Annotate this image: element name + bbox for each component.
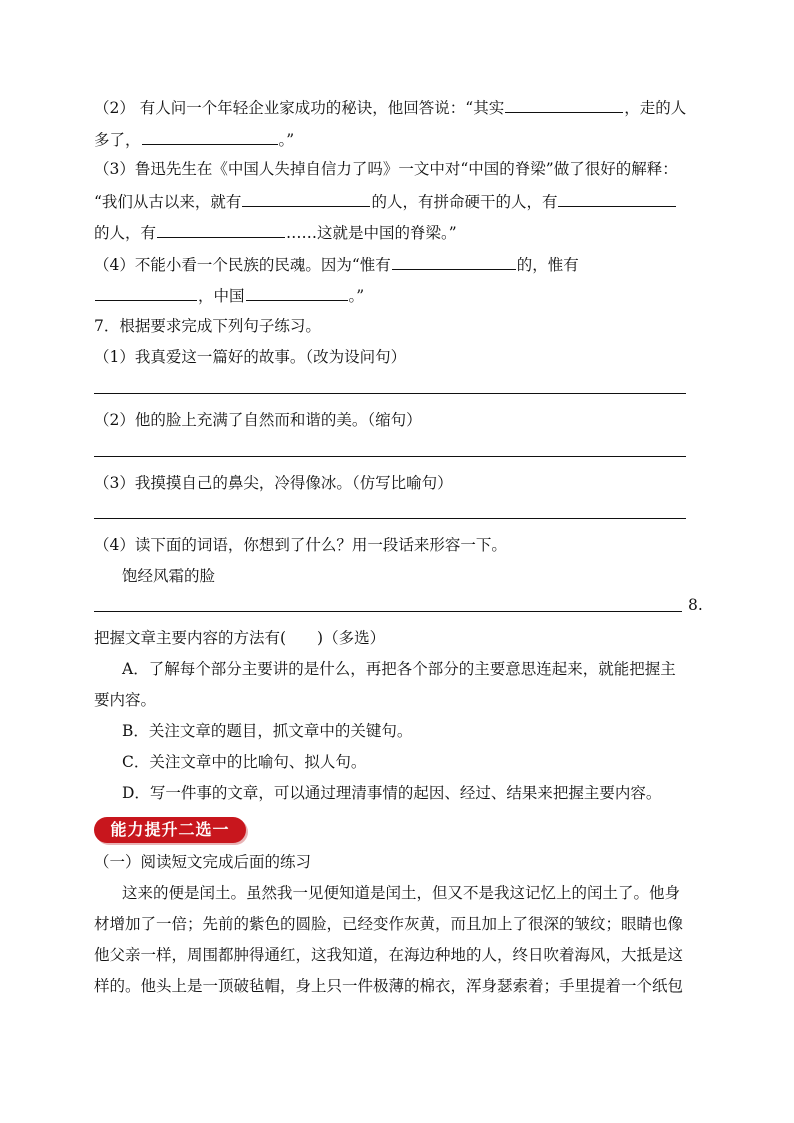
- passage-line-4: 样的。他头上是一顶破毡帽，身上只一件极薄的棉衣，浑身瑟索着；手里提着一个纸包: [94, 977, 684, 995]
- answer-blank[interactable]: [242, 190, 370, 207]
- q6-4-line1: （4）不能小看一个民族的民魂。因为“惟有 的，惟有: [94, 253, 579, 276]
- section-heading: （一）阅读短文完成后面的练习: [94, 853, 312, 871]
- q6-2-line1: （2） 有人问一个年轻企业家成功的秘诀，他回答说：“其实 ，走的人: [94, 96, 686, 119]
- answer-line-2[interactable]: [94, 456, 686, 457]
- q8-option-a-cont: 要内容。: [94, 691, 157, 709]
- q6-3-line3: 的人，有 ……这就是中国的脊梁。”: [94, 221, 457, 244]
- q6-3-line2: “我们从古以来，就有 的人，有拼命硬干的人，有: [94, 190, 677, 213]
- section-badge: 能力提升二选一: [94, 817, 246, 843]
- q6-4-line2: ，中国 。”: [94, 284, 364, 307]
- passage-line-2: 材增加了一倍；先前的紫色的圆脸，已经变作灰黄，而且加上了很深的皱纹；眼睛也像: [94, 915, 684, 933]
- q6-3-line1: （3）鲁迅先生在《中国人失掉自信力了吗》一文中对“中国的脊梁”做了很好的解释：: [94, 160, 678, 178]
- answer-blank[interactable]: [157, 221, 285, 238]
- q8-number: 8.: [688, 596, 703, 614]
- answer-blank[interactable]: [142, 128, 278, 145]
- answer-blank[interactable]: [392, 253, 516, 270]
- passage-line-3: 他父亲一样，周围都肿得通红，这我知道，在海边种地的人，终日吹着海风，大抵是这: [94, 946, 684, 964]
- answer-line-1[interactable]: [94, 393, 686, 394]
- q7-sentence-4: （4）读下面的词语，你想到了什么？用一段话来形容一下。: [94, 536, 507, 554]
- passage-line-1: 这来的便是闰土。虽然我一见便知道是闰土，但又不是我这记忆上的闰土了。他身: [122, 884, 681, 902]
- q7-title: 7．根据要求完成下列句子练习。: [94, 317, 321, 335]
- q8-option-a[interactable]: A．了解每个部分主要讲的是什么，再把各个部分的主要意思连起来，就能把握主: [122, 660, 676, 678]
- q7-word: 饱经风霜的脸: [122, 567, 216, 585]
- answer-blank[interactable]: [505, 96, 623, 113]
- q7-sentence-3: （3）我摸摸自己的鼻尖，冷得像冰。（仿写比喻句）: [94, 474, 453, 492]
- answer-blank[interactable]: [95, 284, 197, 301]
- q6-2-line2: 多了， 。”: [94, 128, 294, 151]
- q8-option-d[interactable]: D．写一件事的文章，可以通过理清事情的起因、经过、结果来把握主要内容。: [122, 784, 662, 802]
- q8-option-c[interactable]: C．关注文章中的比喻句、拟人句。: [122, 753, 367, 771]
- q8-title: 把握文章主要内容的方法有( )（多选）: [94, 629, 386, 647]
- answer-blank[interactable]: [246, 284, 348, 301]
- q7-sentence-2: （2）他的脸上充满了自然而和谐的美。（缩句）: [94, 411, 422, 429]
- answer-line-3[interactable]: [94, 518, 686, 519]
- q8-option-b[interactable]: B．关注文章的题目，抓文章中的关键句。: [122, 722, 413, 740]
- q7-sentence-1: （1）我真爱这一篇好的故事。（改为设问句）: [94, 348, 407, 366]
- answer-line-4[interactable]: [94, 611, 682, 612]
- answer-blank[interactable]: [558, 190, 676, 207]
